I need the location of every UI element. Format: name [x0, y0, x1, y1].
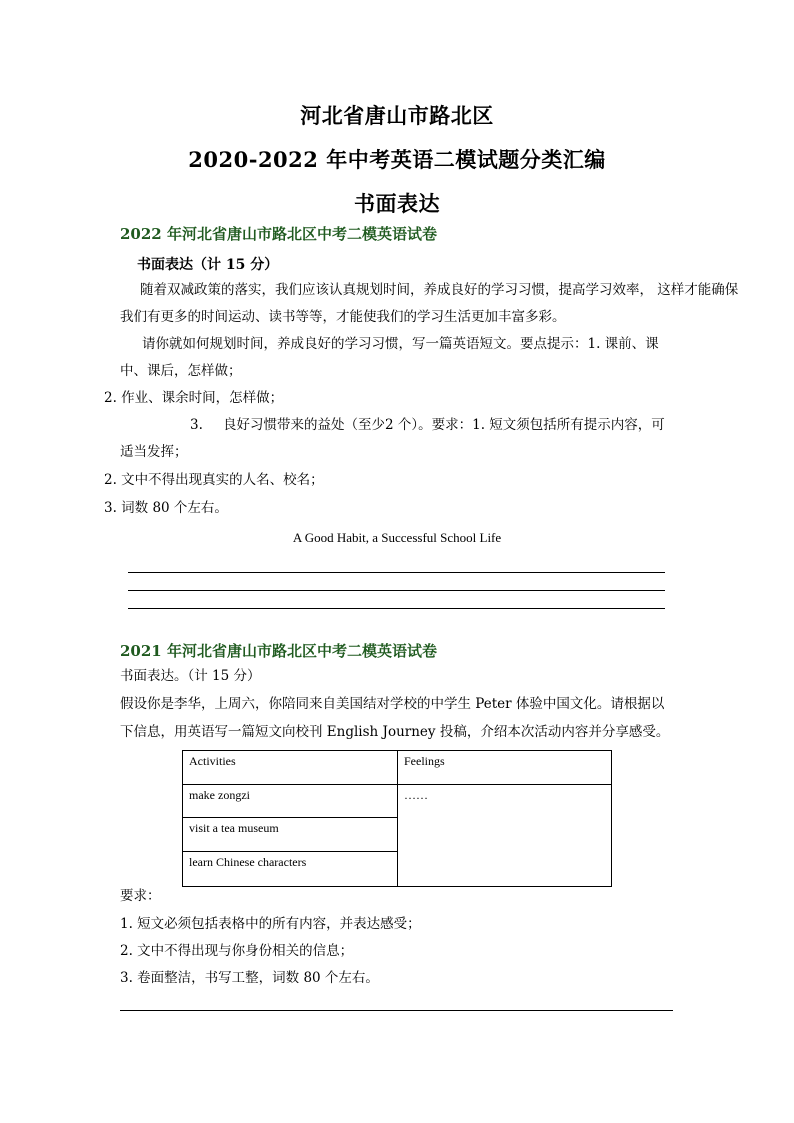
section-2021-para1-line1: 假设你是李华，上周六，你陪同来自美国结对学校的中学生 Peter 体验中国文化。请根据以: [120, 696, 665, 712]
section-2022-subheading: 书面表达（计 15 分）: [137, 257, 279, 273]
title-region: 河北省唐山市路北区: [300, 103, 494, 128]
section-2022-para1-line1: 随着双减政策的落实，我们应该认真规划时间，养成良好的学习习惯，提高学习效率， 这样才能确保: [140, 282, 739, 298]
section-2022-req3: 3. 词数 80 个左右。: [104, 500, 228, 516]
activities-table: [182, 750, 612, 887]
section-2022-point2: 2. 作业、课余时间，怎样做；: [104, 390, 284, 406]
essay-title: A Good Habit, a Successful School Life: [292, 530, 502, 545]
requirement-3: 3. 卷面整洁，书写工整，词数 80 个左右。: [120, 970, 379, 986]
section-2022-point3-number: 3.: [190, 417, 203, 433]
section-2022-heading: 2022 年河北省唐山市路北区中考二模英语试卷: [120, 225, 437, 243]
answer-line: [128, 590, 665, 591]
requirements-label: 要求：: [120, 888, 161, 904]
section-2022-point3-text: 良好习惯带来的益处（至少2 个）。要求：1. 短文须包括所有提示内容，可: [223, 417, 665, 433]
section-2021-heading: 2021 年河北省唐山市路北区中考二模英语试卷: [120, 642, 437, 660]
table-row: learn Chinese characters: [183, 851, 398, 886]
requirement-2: 2. 文中不得出现与你身份相关的信息；: [120, 943, 354, 959]
table-feelings-cell: ……: [398, 785, 612, 887]
title-topic: 书面表达: [354, 191, 440, 216]
section-2021-subheading: 书面表达。（计 15 分）: [120, 668, 261, 684]
answer-line: [120, 1010, 673, 1011]
table-row: make zongzi: [183, 785, 398, 818]
title-subject: 2020-2022 年中考英语二模试题分类汇编: [188, 147, 606, 172]
table-header-feelings: Feelings: [398, 751, 612, 785]
section-2022-req2: 2. 文中不得出现真实的人名、校名；: [104, 472, 324, 488]
table-header-activities: Activities: [183, 751, 398, 785]
requirement-1: 1. 短文必须包括表格中的所有内容，并表达感受；: [120, 916, 421, 932]
answer-line: [128, 608, 665, 609]
section-2022-para2-line1: 请你就如何规划时间，养成良好的学习习惯，写一篇英语短文。要点提示：1. 课前、课: [142, 336, 659, 352]
answer-line: [128, 572, 665, 573]
section-2022-point3-line2: 适当发挥；: [120, 444, 188, 460]
table-row: visit a tea museum: [183, 818, 398, 851]
section-2022-para2-line2: 中、课后，怎样做；: [120, 363, 242, 379]
section-2021-para1-line2: 下信息，用英语写一篇短文向校刊 English Journey 投稿，介绍本次活动内容并分享感受。: [120, 724, 670, 740]
section-2022-para1-line2: 我们有更多的时间运动、读书等等，才能使我们的学习生活更加丰富多彩。: [120, 309, 566, 325]
